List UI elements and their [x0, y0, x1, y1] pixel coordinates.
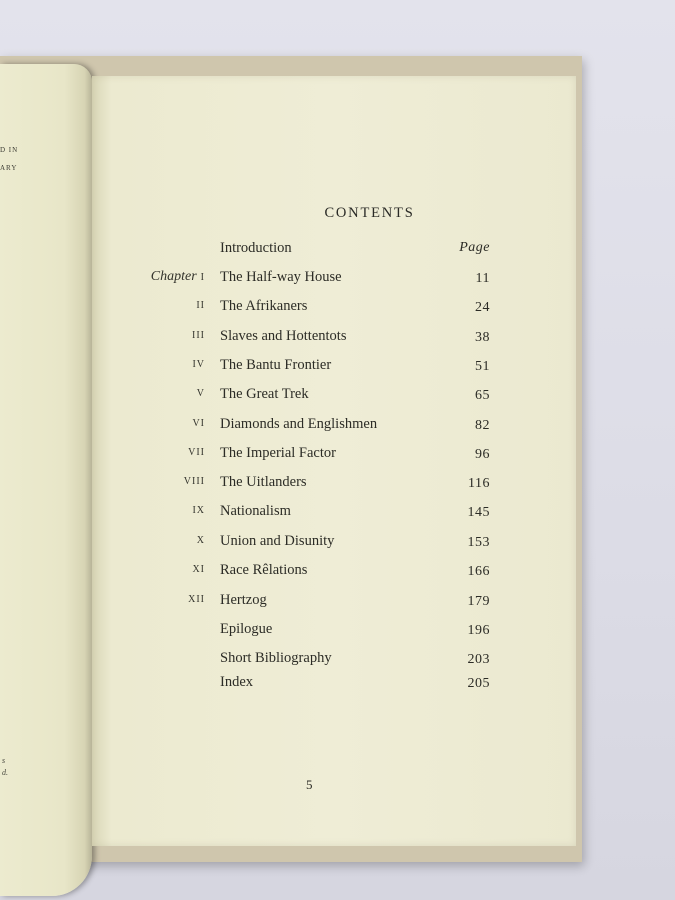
toc-entry [0, 560, 675, 584]
toc-numeral: VIII [183, 476, 205, 487]
toc-entry [0, 619, 675, 643]
toc-entry [0, 590, 675, 614]
toc-entry [0, 267, 675, 291]
toc-title: Diamonds and Englishmen [220, 416, 378, 432]
toc-title: Epilogue [220, 621, 273, 637]
toc-page: 82 [475, 418, 490, 433]
toc-page: 179 [467, 594, 490, 609]
toc-entry [0, 296, 675, 320]
toc-title: The Imperial Factor [220, 445, 336, 461]
toc-page: 196 [467, 623, 490, 638]
toc-numeral: IX [192, 505, 205, 516]
toc-title: The Half-way House [220, 269, 342, 285]
toc-numeral: VI [192, 418, 205, 429]
toc-entry [0, 326, 675, 350]
page-number: 5 [306, 777, 313, 792]
facing-page-mark: s [2, 756, 6, 765]
toc-number [151, 267, 205, 288]
toc-title: Slaves and Hottentots [220, 328, 347, 344]
toc-page: 203 [467, 652, 490, 667]
toc-page: 116 [468, 476, 490, 491]
toc-entry [0, 384, 675, 408]
toc-entry [0, 531, 675, 555]
toc-title: Union and Disunity [220, 533, 335, 549]
toc-numeral: IV [192, 359, 205, 370]
facing-page-mark: d. [2, 768, 8, 777]
toc-page: 38 [475, 330, 490, 345]
chapter-word: Chapter [150, 269, 197, 284]
toc-title: Nationalism [220, 503, 291, 519]
toc-title: The Afrikaners [220, 298, 308, 314]
toc-title: Introduction [220, 240, 292, 256]
toc-numeral: VII [188, 447, 205, 458]
toc-title: The Uitlanders [220, 474, 307, 490]
toc-title: Index [220, 674, 254, 690]
toc-page: 166 [467, 564, 490, 579]
toc-page: 11 [475, 271, 490, 286]
contents-heading: CONTENTS [324, 205, 415, 221]
toc-entry [0, 238, 675, 262]
toc-title: Hertzog [220, 592, 267, 608]
toc-numeral: III [192, 330, 205, 341]
toc-page: 205 [467, 676, 490, 691]
toc-page: 96 [475, 447, 490, 462]
toc-entry [0, 443, 675, 467]
toc-entry [0, 472, 675, 496]
toc-numeral: II [196, 300, 205, 311]
toc-page: 51 [475, 359, 490, 374]
toc-entry [0, 648, 675, 672]
toc-page: 65 [475, 388, 490, 403]
toc-page: 145 [467, 505, 490, 520]
toc-entry [0, 414, 675, 438]
toc-numeral: XI [192, 564, 205, 575]
toc-title: Short Bibliography [220, 650, 332, 666]
toc-entry [0, 672, 675, 696]
toc-numeral: V [196, 388, 205, 399]
toc-entry [0, 355, 675, 379]
toc-title: Race Rêlations [220, 562, 308, 578]
page-column-label: Page [459, 240, 490, 255]
toc-title: The Bantu Frontier [220, 357, 332, 373]
toc-numeral: X [196, 535, 205, 546]
facing-page-fragment: ARY [0, 164, 18, 172]
toc-entry [0, 501, 675, 525]
toc-page: 24 [475, 300, 490, 315]
toc-numeral: XII [188, 594, 205, 605]
toc-title: The Great Trek [220, 386, 309, 402]
facing-page-fragment: D IN [0, 146, 19, 154]
toc-numeral: I [200, 272, 205, 283]
toc-page: 153 [467, 535, 490, 550]
